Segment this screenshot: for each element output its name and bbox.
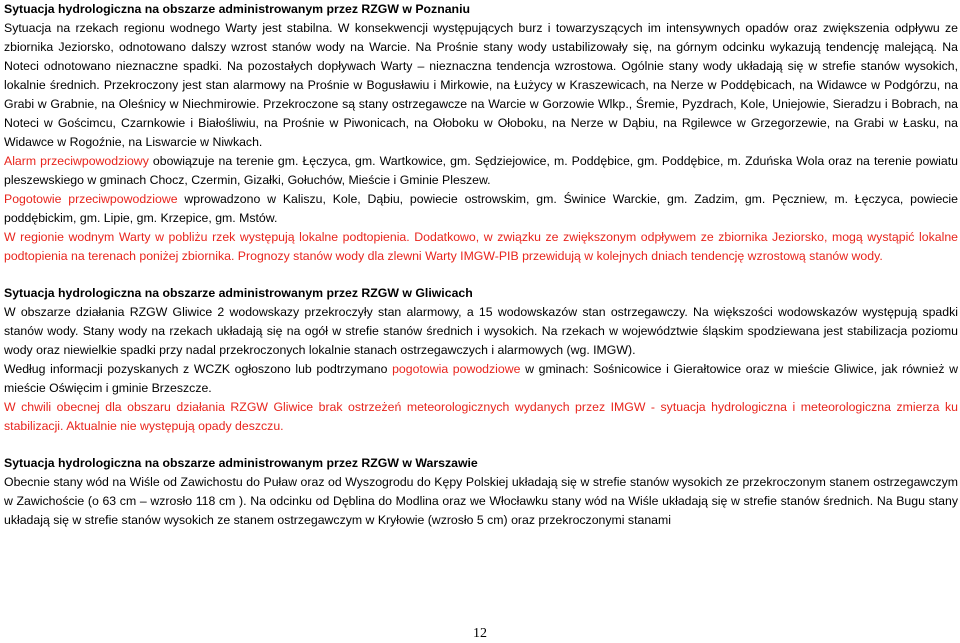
paragraph [4,19,958,266]
paragraph [4,473,958,530]
paragraph-text: wprowadzono w Kaliszu, Kole, Dąbiu, powiecie ostrowskim, gm. Świnice Warckie, gm. Zadzim, gm. Pęczniew, m. Łęczyca, powiecie poddębickim, gm. Lipie, gm. Krzepice, gm. Mstów. [4,192,959,225]
paragraph-text: Według informacji pozyskanych z WCZK ogłoszono lub podtrzymano [4,362,393,376]
section-poznan [4,0,958,266]
paragraph-text: obowiązuje na terenie gm. Łęczyca, gm. Wartkowice, gm. Sędziejowice, m. Poddębice, gm. Poddębice, m. Zduńska Wola oraz na terenie powiatu pleszewskiego w gminach Chocz, Czermin, Gizałki, Gołuchów, Mieście i Gminie Pleszew. [4,154,958,187]
section-title: Sytuacja hydrologiczna na obszarze administrowanym przez RZGW w Warszawie [4,456,478,470]
warning-paragraph: W chwili obecnej dla obszaru działania RZGW Gliwice brak ostrzeżeń meteorologicznych wydanych przez IMGW - sytuacja hydrologiczna i meteorologiczna zmierza ku stabilizacji. Aktualnie nie występują opady deszczu. [4,400,958,433]
paragraph-text: W obszarze działania RZGW Gliwice 2 wodowskazy przekroczyły stan alarmowy, a 15 wodowskazów stan ostrzegawczy. Na większości wodowskazów występują spadki stanów wody. Stany wody na rzekach układają się na ogół w strefie stanów średnich i wysokich. Na rzekach w województwie śląskim spodziewana jest stabilizacja poziomu wody oraz niewielkie spadki przy nadal przekroczonych lokalnie stanach ostrzegawczych i alarmowych (wg. IMGW). [4,305,958,357]
section-gliwice [4,284,958,436]
page-number: 12 [473,626,487,641]
alarm-label: Alarm przeciwpowodziowy [4,154,149,168]
section-warszawa [4,454,958,530]
section-title: Sytuacja hydrologiczna na obszarze administrowanym przez RZGW w Poznaniu [4,2,470,16]
pogotowie-label: Pogotowie przeciwpowodziowe [4,192,178,206]
paragraph-text: w gminach: Sośnicowice i Gierałtowice oraz w mieście Gliwice, jak również w mieście Oświęcim i gminie Brzeszcze. [4,362,958,395]
document-page [4,0,958,530]
section-title: Sytuacja hydrologiczna na obszarze administrowanym przez RZGW w Gliwicach [4,286,473,300]
paragraph-text: Sytuacja na rzekach regionu wodnego Warty jest stabilna. W konsekwencji występujących burz i towarzyszących im intensywnych opadów oraz zwiększenia odpływu ze zbiornika Jeziorsko, odnotowano dalszy wzrost stanów wody na Warcie. Na Prośnie stany wody ustabilizowały się, na górnym odcinku wykazują tendencję malejącą. Na Noteci odnotowano nieznaczne spadki. Na pozostałych dopływach Warty – nieznaczna tendencja wzrostowa. Ogólnie stany wody układają się w strefie stanów wysokich, lokalnie średnich. Przekroczony jest stan alarmowy na Prośnie w Bogusławiu i Mirkowie, na Łużycy w Kraszewicach, na Nerze w Poddębicach, na Widawce w Podgórzu, na Grabi w Grabnie, na Oleśnicy w Niechmirowie. Przekroczone są stany ostrzegawcze na Warcie w Gorzowie Wlkp., Śremie, Pyzdrach, Kole, Uniejowie, Sieradzu i Bobrach, na Noteci w Gościmcu, Czarnkowie i Białośliwiu, na Prośnie w Piwonicach, na Ołoboku w Ołoboku, na Nerze w Dąbiu, na Rgilewce w Grzegorzewie, na Grabi w Łasku, na Widawce w Rogoźnie, na Liswarcie w Niwkach. [4,21,958,149]
paragraph [4,303,958,436]
paragraph-text: Obecnie stany wód na Wiśle od Zawichostu do Puław oraz od Wyszogrodu do Kępy Polskiej układają się w strefie stanów wysokich ze przekroczonym stanem ostrzegawczym w Zawichoście (o 63 cm – wzrosło 118 cm ). Na odcinku od Dęblina do Modlina oraz we Włocławku stany wód na Wiśle układają się w strefie stanów średnich. Na Bugu stany układają się w strefie stanów wysokich ze stanem ostrzegawczym w Kryłowie (wzrosło 5 cm) oraz przekroczonymi stanami [4,475,958,527]
pogotowie-label: pogotowia powodziowe [392,362,521,376]
warning-paragraph: W regionie wodnym Warty w pobliżu rzek występują lokalne podtopienia. Dodatkowo, w związku ze zwiększonym odpływem ze zbiornika Jeziorsko, mogą wystąpić lokalne podtopienia na terenach poniżej zbiornika. Prognozy stanów wody dla zlewni Warty IMGW-PIB przewidują w kolejnych dniach tendencję wzrostową stanów wody. [4,230,958,263]
